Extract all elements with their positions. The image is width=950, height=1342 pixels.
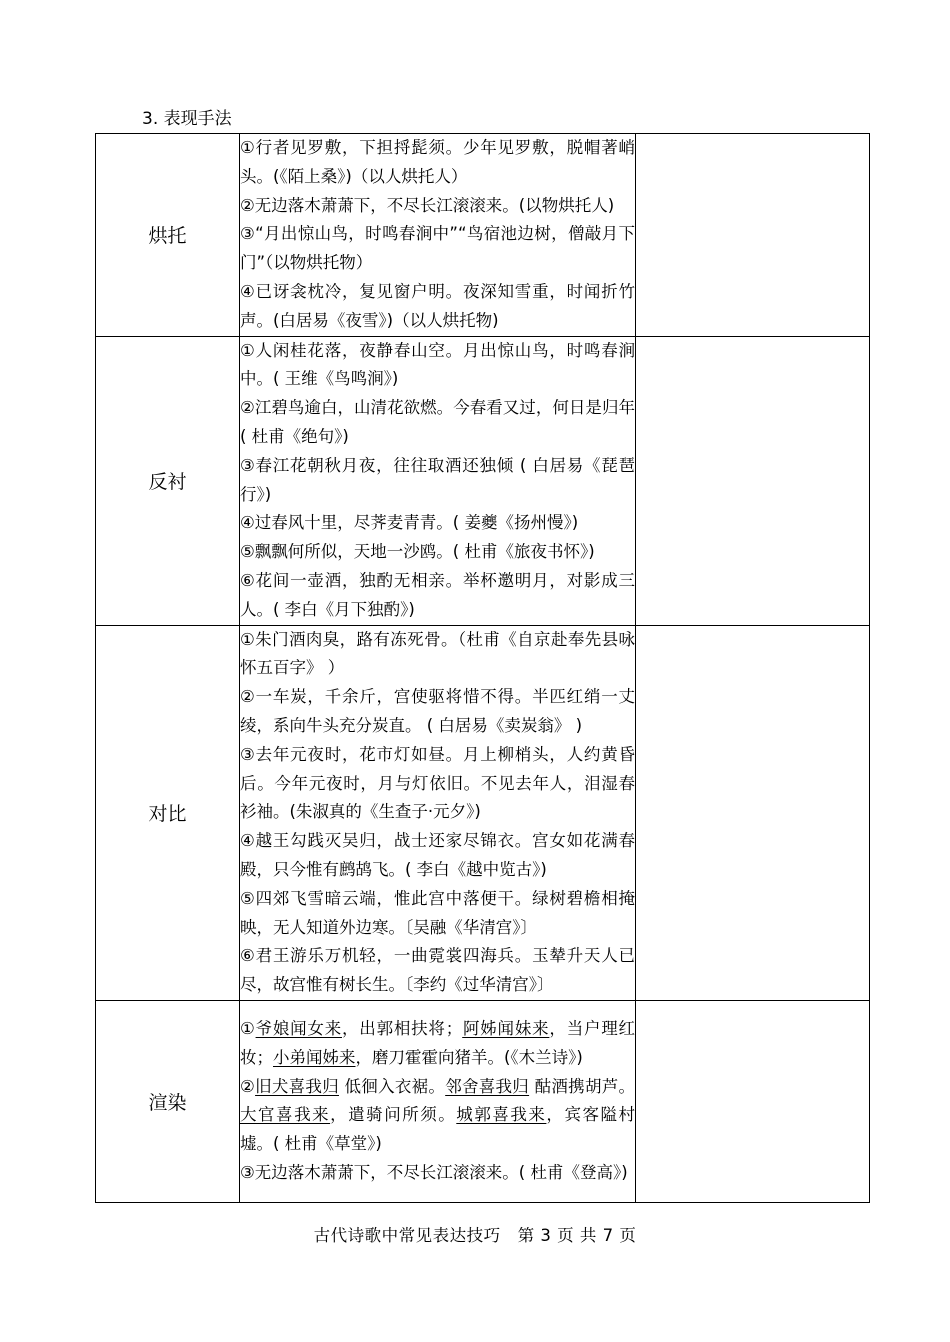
underlined-phrase: 邻舍喜我归 [445, 1076, 530, 1096]
example-line: ③“月出惊山鸟，时鸣春涧中”“鸟宿池边树，僧敲月下门”（以物烘托物） [240, 224, 635, 273]
notes-cell [636, 625, 870, 1000]
underlined-phrase: 小弟闻姊来 [273, 1047, 356, 1067]
text-fragment: ② [240, 1076, 256, 1096]
notes-cell [636, 336, 870, 625]
example-line: ④越王勾践灭吴归，战士还家尽锦衣。宫女如花满春殿，只今惟有鹧鸪飞。( 李白《越中览古》) [240, 831, 635, 879]
table-row [96, 1000, 870, 1202]
example-line: ③无边落木萧萧下，不尽长江滚滚来。( 杜甫《登高》) [240, 1163, 628, 1183]
underlined-phrase: 爷娘闻女来 [255, 1019, 342, 1039]
text-fragment: ，出郭相扶将； [342, 1019, 463, 1039]
examples-cell [240, 336, 636, 625]
text-fragment: 酤酒携胡芦。 [529, 1076, 636, 1096]
example-line: ④已讶衾枕冷，复见窗户明。夜深知雪重，时闻折竹声。(白居易《夜雪》)（以人烘托物) [240, 281, 635, 330]
technique-label: 烘托 [96, 134, 240, 337]
example-line: ②一车炭，千余斤，宫使驱将惜不得。半匹红绡一丈绫，系向牛头充分炭直。 ( 白居易《卖炭翁》 ) [240, 687, 635, 735]
example-line: ③去年元夜时，花市灯如昼。月上柳梢头，人约黄昏后。今年元夜时，月与灯依旧。不见去年人，泪湿春衫袖。(朱淑真的《生查子·元夕》) [240, 744, 635, 822]
table-row [96, 625, 870, 1000]
page-footer: 古代诗歌中常见表达技巧 第 3 页 共 7 页 [313, 1226, 637, 1245]
example-line: ⑤四郊飞雪暗云端，惟此宫中落便干。绿树碧檐相掩映，无人知道外边寒。〔吴融《华清宫》〕 [240, 888, 635, 937]
example-line: ①朱门酒肉臭，路有冻死骨。（杜甫《自京赴奉先县咏怀五百字》 ） [240, 629, 635, 678]
technique-label: 对比 [96, 625, 240, 1000]
example-line: ①人闲桂花落，夜静春山空。月出惊山鸟，时鸣春涧中。( 王维《鸟鸣涧》) [240, 340, 635, 389]
example-line: ⑥花间一壶酒，独酌无相亲。举杯邀明月，对影成三人。( 李白《月下独酌》) [240, 570, 635, 619]
text-fragment: ，当户理红妆； [240, 1019, 636, 1067]
notes-cell [636, 1000, 870, 1202]
underlined-phrase: 城郭喜我来 [456, 1105, 547, 1125]
example-line: ②无边落木萧萧下，不尽长江滚滚来。(以物烘托人) [240, 195, 615, 215]
technique-label: 反衬 [96, 336, 240, 625]
text-fragment: ，宾客隘村墟。( 杜甫《草堂》) [240, 1105, 636, 1154]
examples-cell [240, 134, 636, 337]
notes-cell [636, 134, 870, 337]
example-line [240, 1015, 635, 1073]
example-line: ⑥君王游乐万机轻，一曲霓裳四海兵。玉辇升天人已尽，故宫惟有树长生。〔李约《过华清宫》〕 [240, 946, 635, 995]
underlined-phrase: 旧犬喜我归 [255, 1076, 339, 1096]
technique-label: 渲染 [96, 1000, 240, 1202]
example-line: ⑤飘飘何所似，天地一沙鸥。( 杜甫《旅夜书怀》) [240, 542, 595, 562]
table-row [96, 336, 870, 625]
example-line: ①行者见罗敷，下担捋髭须。少年见罗敷，脱帽著峭头。(《陌上桑》)（以人烘托人） [240, 138, 635, 186]
text-fragment: ，遣骑问所须。 [330, 1105, 457, 1125]
examples-cell [240, 1000, 636, 1202]
table-row [96, 134, 870, 337]
underlined-phrase: 大官喜我来 [240, 1105, 331, 1125]
text-fragment: ① [240, 1019, 256, 1039]
example-line [240, 1073, 635, 1159]
example-line: ②江碧鸟逾白，山清花欲燃。今春看又过，何日是归年 ( 杜甫《绝句》) [240, 398, 635, 446]
example-line: ③春江花朝秋月夜，往往取酒还独倾 ( 白居易《琵琶行》) [240, 455, 635, 504]
underlined-phrase: 阿姊闻妹来 [462, 1019, 550, 1039]
example-line: ④过春风十里，尽荠麦青青。( 姜夔《扬州慢》) [240, 513, 579, 533]
section-heading: 3. 表现手法 [142, 109, 232, 129]
examples-cell [240, 625, 636, 1000]
text-fragment: 低徊入衣裾。 [338, 1076, 446, 1096]
text-fragment: ，磨刀霍霍向猪羊。(《木兰诗》) [355, 1047, 583, 1067]
techniques-table [95, 133, 870, 1203]
